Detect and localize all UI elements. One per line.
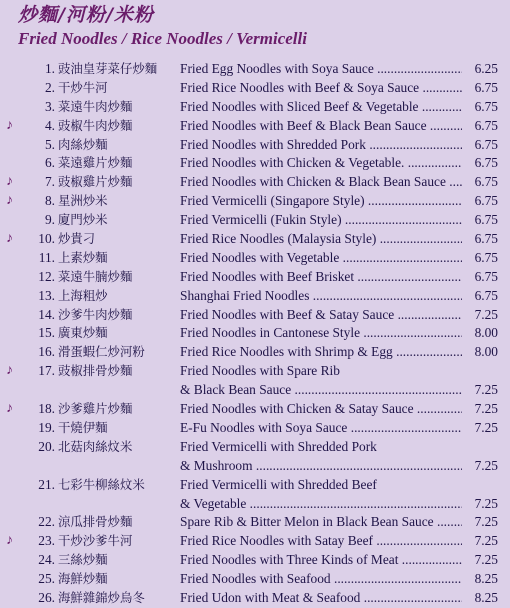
item-name-line <box>180 570 466 589</box>
item-price: 7.25 <box>462 532 498 551</box>
item-name-text: & Vegetable <box>180 495 247 511</box>
item-name-text: Fried Noodles with Chicken & Black Bean Sauce <box>180 174 446 190</box>
spicy-mark-icon: ♪ <box>6 193 13 209</box>
item-name-line <box>180 117 466 136</box>
item-number: 11. <box>38 249 55 265</box>
item-name-chinese: 干炒沙爹牛河 <box>58 533 133 549</box>
item-name-text: Fried Noodles with Spare Rib <box>180 363 340 379</box>
menu-item <box>0 230 510 249</box>
menu-item <box>0 532 510 551</box>
item-name-chinese: 上海粗炒 <box>58 287 108 303</box>
item-name-english <box>180 230 466 249</box>
item-name-english <box>180 249 466 268</box>
item-name-chinese: 豉椒排骨炒麵 <box>58 363 133 379</box>
menu-item <box>0 362 510 400</box>
item-name-line <box>180 400 466 419</box>
item-number: 19. <box>38 419 55 435</box>
item-number: 12. <box>38 268 55 284</box>
item-name-line <box>180 306 466 325</box>
item-name-text: Fried Noodles with Three Kinds of Meat <box>180 552 399 568</box>
item-name-chinese: 菜遠雞片炒麵 <box>58 155 133 171</box>
item-number: 1. <box>44 61 55 76</box>
item-number: 9. <box>44 212 55 228</box>
menu-item <box>0 324 510 343</box>
menu-item <box>0 79 510 98</box>
item-name-line <box>180 173 466 192</box>
item-number: 16. <box>38 344 55 360</box>
menu-item <box>0 154 510 173</box>
item-price: 7.25 <box>462 457 498 476</box>
menu-item <box>0 551 510 570</box>
item-price: 6.75 <box>462 117 498 136</box>
item-name-line <box>180 419 466 438</box>
item-name-line <box>180 589 466 608</box>
item-number: 14. <box>38 306 55 322</box>
item-number: 26. <box>38 589 55 605</box>
item-number: 5. <box>44 136 55 152</box>
menu-item <box>0 306 510 325</box>
item-name-english <box>180 154 466 173</box>
item-name-line <box>180 98 466 117</box>
item-name-text: Shanghai Fried Noodles <box>180 287 310 303</box>
item-name-english <box>180 306 466 325</box>
spicy-mark-icon: ♪ <box>6 231 13 247</box>
menu-item <box>0 60 510 79</box>
item-name-english <box>180 268 466 287</box>
item-price: 6.75 <box>462 136 498 155</box>
item-name-line <box>180 60 466 79</box>
item-price: 7.25 <box>462 306 498 325</box>
item-name-line <box>180 438 466 457</box>
item-name-english <box>180 589 466 608</box>
item-name-text: Fried Noodles with Chicken & Satay Sauce <box>180 401 414 417</box>
item-number: 22. <box>38 514 55 530</box>
item-number: 13. <box>38 287 55 303</box>
item-number: 21. <box>38 476 55 492</box>
item-name-english <box>180 400 466 419</box>
item-name-english <box>180 476 466 514</box>
menu-item <box>0 117 510 136</box>
item-name-line <box>180 476 466 495</box>
item-price: 8.25 <box>462 589 498 608</box>
item-price: 6.75 <box>462 249 498 268</box>
item-name-text: Fried Vermicelli (Singapore Style) <box>180 193 365 209</box>
item-number: 3. <box>44 98 55 114</box>
menu-header <box>18 2 498 50</box>
item-price: 6.75 <box>462 287 498 306</box>
item-name-chinese: 干燒伊麵 <box>58 419 108 435</box>
item-price: 7.25 <box>462 400 498 419</box>
item-name-english <box>180 79 466 98</box>
item-price: 6.75 <box>462 211 498 230</box>
item-name-chinese: 星洲炒米 <box>58 193 108 209</box>
item-name-text: Fried Vermicelli with Shredded Beef <box>180 476 377 492</box>
item-name-line <box>180 287 466 306</box>
item-name-english <box>180 60 466 79</box>
item-price: 6.25 <box>462 60 498 79</box>
menu-item <box>0 570 510 589</box>
item-name-text: Spare Rib & Bitter Melon in Black Bean Sauce <box>180 514 434 530</box>
item-name-text: Fried Udon with Meat & Seafood <box>180 589 361 605</box>
item-price: 6.75 <box>462 192 498 211</box>
spicy-mark-icon: ♪ <box>6 401 13 417</box>
spicy-mark-icon: ♪ <box>6 533 13 549</box>
item-name-chinese: 沙爹雞片炒麵 <box>58 401 133 417</box>
item-name-chinese: 干炒牛河 <box>58 79 108 95</box>
item-name-line <box>180 154 466 173</box>
item-name-text: Fried Noodles with Seafood <box>180 571 331 587</box>
section-title-chinese: 炒麵/河粉/米粉 <box>18 4 154 26</box>
menu-item <box>0 438 510 476</box>
item-name-chinese: 北菇肉絲炆米 <box>58 438 133 454</box>
item-price: 8.25 <box>462 570 498 589</box>
menu-item <box>0 98 510 117</box>
menu-item <box>0 249 510 268</box>
menu-item <box>0 343 510 362</box>
item-name-english <box>180 532 466 551</box>
menu-item <box>0 173 510 192</box>
item-name-text: & Mushroom <box>180 457 253 473</box>
item-name-english <box>180 570 466 589</box>
item-name-line <box>180 249 466 268</box>
menu-item <box>0 589 510 608</box>
menu-item <box>0 419 510 438</box>
item-name-line <box>180 495 466 514</box>
item-name-line <box>180 230 466 249</box>
item-name-chinese: 廈門炒米 <box>58 212 108 228</box>
item-name-english <box>180 343 466 362</box>
item-number: 2. <box>44 79 55 95</box>
item-name-text: Fried Egg Noodles with Soya Sauce <box>180 61 374 76</box>
menu-item <box>0 192 510 211</box>
item-number: 4. <box>44 117 55 133</box>
menu-item <box>0 400 510 419</box>
item-name-chinese: 滑蛋蝦仁炒河粉 <box>58 344 145 360</box>
item-number: 24. <box>38 552 55 568</box>
item-name-chinese: 肉絲炒麵 <box>58 136 108 152</box>
item-name-text: Fried Noodles with Vegetable <box>180 249 340 265</box>
item-name-english <box>180 136 466 155</box>
item-name-english <box>180 438 466 476</box>
item-name-chinese: 炒貴刁 <box>58 231 96 247</box>
item-name-chinese: 上素炒麵 <box>58 249 108 265</box>
item-price: 7.25 <box>462 551 498 570</box>
spicy-mark-icon: ♪ <box>6 117 13 133</box>
item-name-line <box>180 79 466 98</box>
item-name-line <box>180 457 466 476</box>
item-name-english <box>180 551 466 570</box>
item-number: 23. <box>38 533 55 549</box>
item-number: 6. <box>44 155 55 171</box>
item-name-text: Fried Noodles with Beef & Black Bean Sauce <box>180 117 427 133</box>
item-name-chinese: 海鮮炒麵 <box>58 571 108 587</box>
item-name-text: Fried Noodles with Chicken & Vegetable. <box>180 155 405 171</box>
item-name-english <box>180 211 466 230</box>
item-price: 6.75 <box>462 268 498 287</box>
item-name-english <box>180 192 466 211</box>
item-name-line <box>180 343 466 362</box>
item-price: 7.25 <box>462 381 498 400</box>
item-name-english <box>180 324 466 343</box>
item-name-text: Fried Noodles with Beef Brisket <box>180 268 355 284</box>
item-name-line <box>180 136 466 155</box>
menu-item <box>0 136 510 155</box>
item-name-english <box>180 173 466 192</box>
item-name-text: Fried Vermicelli with Shredded Pork <box>180 438 377 454</box>
item-price: 6.75 <box>462 79 498 98</box>
item-name-text: Fried Noodles with Beef & Satay Sauce <box>180 306 395 322</box>
menu-item <box>0 287 510 306</box>
item-name-line <box>180 513 466 532</box>
item-name-chinese: 豉椒牛肉炒麵 <box>58 117 133 133</box>
item-name-english <box>180 513 466 532</box>
item-number: 18. <box>38 401 55 417</box>
section-title-english: Fried Noodles / Rice Noodles / Vermicelli <box>18 29 307 48</box>
item-name-chinese: 菜遠牛腩炒麵 <box>58 268 133 284</box>
item-name-chinese: 沙爹牛肉炒麵 <box>58 306 133 322</box>
menu-item-list <box>0 60 510 608</box>
item-name-text: & Black Bean Sauce <box>180 382 292 398</box>
item-number: 10. <box>38 231 55 247</box>
item-number: 17. <box>38 363 55 379</box>
item-name-text: Fried Noodles in Cantonese Style <box>180 325 361 341</box>
item-name-text: Fried Rice Noodles (Malaysia Style) <box>180 231 377 247</box>
item-name-text: Fried Noodles with Shredded Pork <box>180 136 366 152</box>
menu-item <box>0 211 510 230</box>
item-price: 7.25 <box>462 513 498 532</box>
item-name-chinese: 涼瓜排骨炒麵 <box>58 514 133 530</box>
item-name-line <box>180 192 466 211</box>
item-name-english <box>180 287 466 306</box>
item-name-line <box>180 551 466 570</box>
item-price: 8.00 <box>462 324 498 343</box>
spicy-mark-icon: ♪ <box>6 363 13 379</box>
item-price: 7.25 <box>462 495 498 514</box>
item-name-english <box>180 117 466 136</box>
item-name-text: Fried Rice Noodles with Shrimp & Egg <box>180 344 393 360</box>
menu-item <box>0 476 510 514</box>
item-name-chinese: 廣東炒麵 <box>58 325 108 341</box>
item-name-english <box>180 419 466 438</box>
item-price: 6.75 <box>462 230 498 249</box>
item-number: 8. <box>44 193 55 209</box>
item-name-chinese: 豉油皇芽菜仔炒麵 <box>58 61 158 76</box>
item-number: 20. <box>38 438 55 454</box>
item-name-line <box>180 362 466 381</box>
item-number: 15. <box>38 325 55 341</box>
item-price: 8.00 <box>462 343 498 362</box>
item-name-line <box>180 324 466 343</box>
item-name-line <box>180 268 466 287</box>
item-number: 7. <box>44 174 55 190</box>
item-name-line <box>180 211 466 230</box>
item-name-chinese: 豉椒雞片炒麵 <box>58 174 133 190</box>
item-number: 25. <box>38 571 55 587</box>
item-name-line <box>180 532 466 551</box>
item-name-text: E-Fu Noodles with Soya Sauce <box>180 419 348 435</box>
item-name-text: Fried Rice Noodles with Satay Beef <box>180 533 374 549</box>
spicy-mark-icon: ♪ <box>6 174 13 190</box>
item-name-line <box>180 381 466 400</box>
item-name-chinese: 菜遠牛肉炒麵 <box>58 98 133 114</box>
item-price: 6.75 <box>462 154 498 173</box>
item-name-english <box>180 98 466 117</box>
item-name-text: Fried Rice Noodles with Beef & Soya Sauce <box>180 79 420 95</box>
item-price: 6.75 <box>462 98 498 117</box>
item-price: 6.75 <box>462 173 498 192</box>
item-name-chinese: 海鮮雜錦炒烏冬 <box>58 589 145 605</box>
menu-item <box>0 268 510 287</box>
item-price: 7.25 <box>462 419 498 438</box>
item-name-chinese: 三絲炒麵 <box>58 552 108 568</box>
menu-item <box>0 513 510 532</box>
item-name-text: Fried Noodles with Sliced Beef & Vegetable <box>180 98 419 114</box>
item-name-english <box>180 362 466 400</box>
item-name-chinese: 七彩牛柳絲炆米 <box>58 476 145 492</box>
item-name-text: Fried Vermicelli (Fukin Style) <box>180 212 342 228</box>
